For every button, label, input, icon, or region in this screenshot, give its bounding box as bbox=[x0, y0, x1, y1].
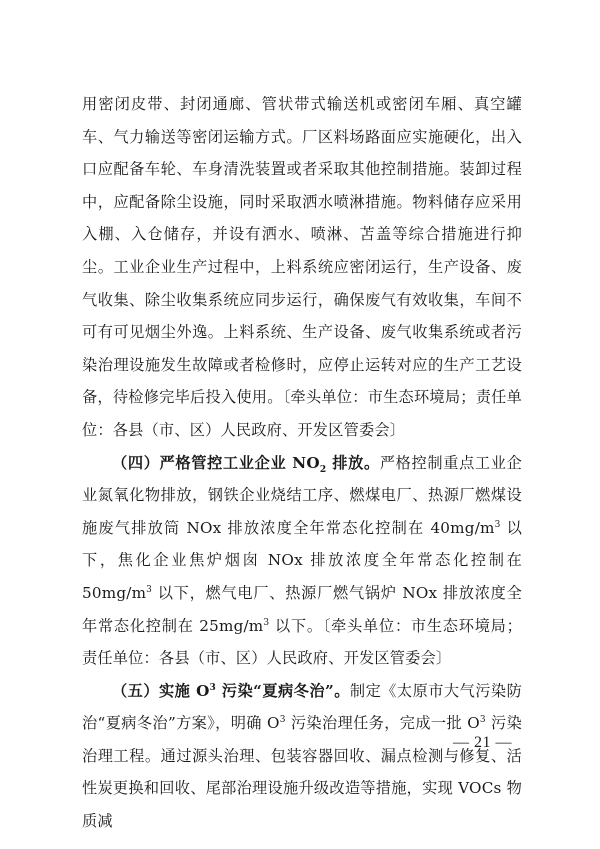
paragraph-ozone-control: （五）实施 $O^3$ 污染“夏病冬治”。制定《太原市大气污染防治“夏病冬治”方案》，明确 $O^3$ 污染治理任务，完成一批 $O^3$ 污染治理工程。通过源头治理、包装容器回收、漏点检测与修复、活性炭更换和回收、尾部治理设施升级改造等措施，实现 VOCs 物质减 bbox=[82, 681, 522, 831]
paragraph-nox-control: （四）严格管控工业企业 $NO_2$ 排放。严格控制重点工业企业氮氧化物排放，钢铁企业烧结工序、燃煤电厂、热源厂燃煤设施废气排放筒 NOx 排放浓度全年常态化控制在 $40mg/m^3$ 以下，焦化企业焦炉烟囱 NOx 排放浓度全年常态化控制在 $50mg/m^3$ 以下，燃气电厂、热源厂燃气锅炉 NOx 排放浓度全年常态化控制在 $25mg/m^3$ 以下。〔牵头单位：市生态环境局；责任单位：各县（市、区）人民政府、开发区管委会〕 bbox=[82, 453, 523, 668]
page-number: — 21 — bbox=[453, 734, 512, 751]
paragraph-dust-control: 用密闭皮带、封闭通廊、管状带式输送机或密闭车厢、真空罐车、气力输送等密闭运输方式。厂区料场路面应实施硬化，出入口应配备车轮、车身清洗装置或者采取其他控制措施。装卸过程中，应配备除尘设施，同时采取洒水喷淋措施。物料储存应采用入棚、入仓储存，并设有洒水、喷淋、苫盖等综合措施进行抑尘。工业企业生产过程中，上料系统应密闭运行，生产设备、废气收集、除尘收集系统应同步运行，确保废气有效收集，车间不可有可见烟尘外逸。上料系统、生产设备、废气收集系统或者污染治理设施发生故障或者检修时，应停止运转对应的生产工艺设备，待检修完毕后投入使用。〔牵头单位：市生态环境局；责任单位：各县（市、区）人民政府、开发区管委会〕 bbox=[82, 95, 522, 439]
section-heading-ozone: （五）实施 $O^3$ 污染“夏病冬治”。 bbox=[112, 681, 350, 700]
section-heading-nox: （四）严格管控工业企业 $NO_2$ 排放。 bbox=[112, 453, 380, 475]
document-body bbox=[82, 88, 522, 838]
